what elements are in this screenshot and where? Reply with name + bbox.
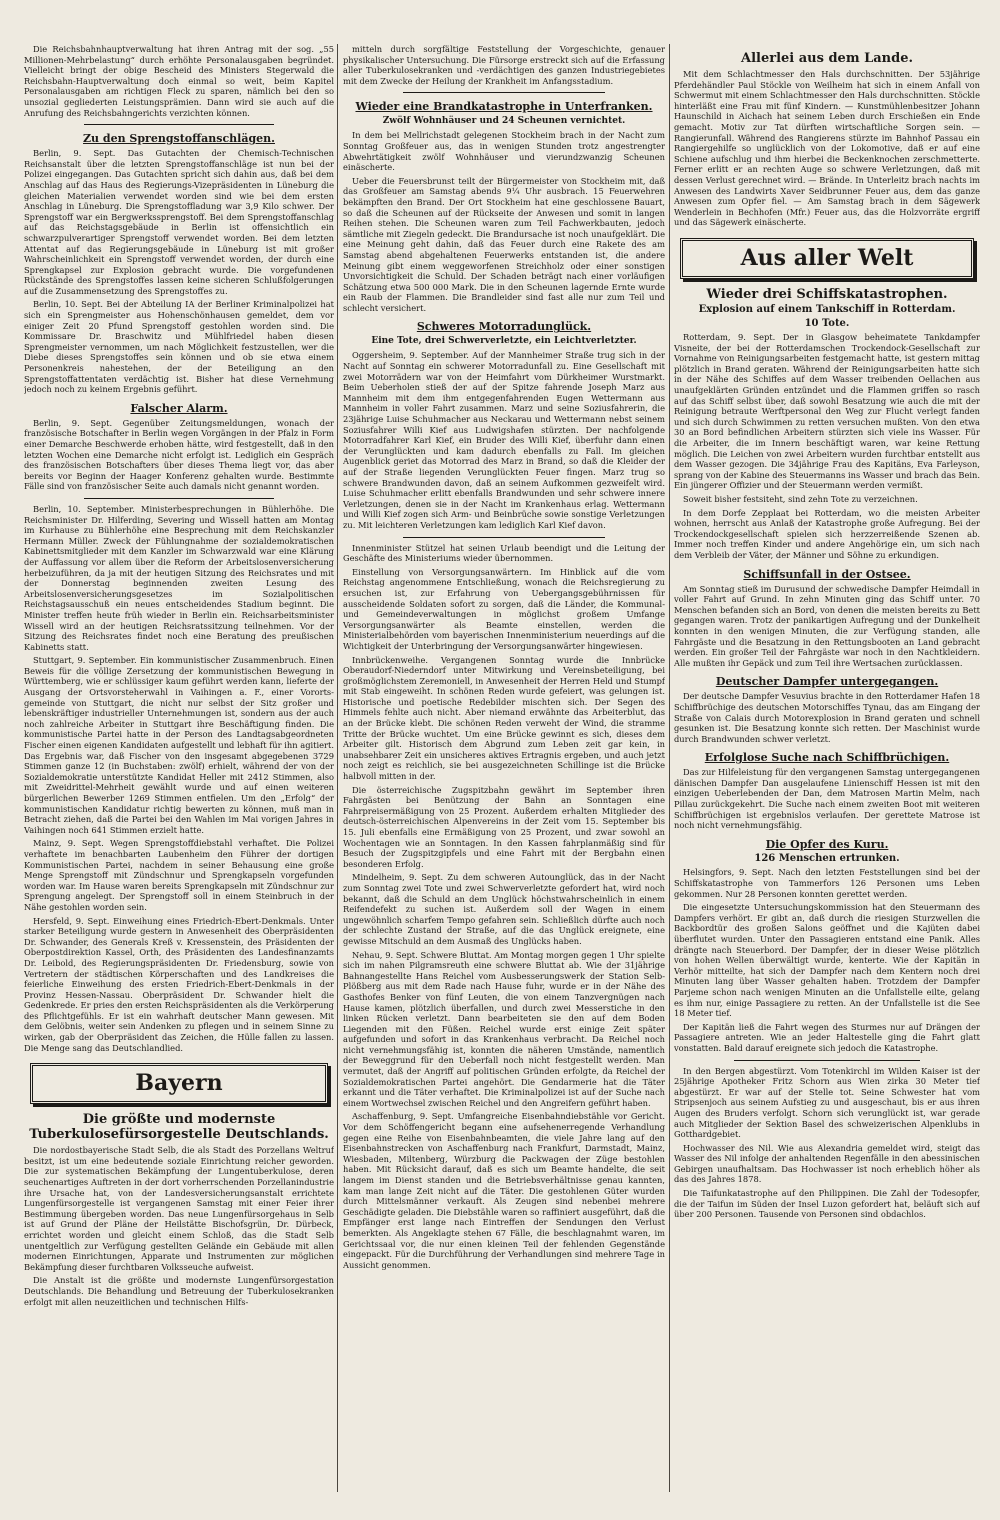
article-paragraph: Ueber die Feuersbrunst teilt der Bürgermeister von Stockheim mit, daß das Großfeuer am Samstag abends 9¼ Uhr ausbrach. 15 Feuerwehren bekämpften den Brand. Der Ort Stockheim hat eine geschlossene Bauart, so daß die Scheunen auf der Rückseite der Anwesen und somit in langen Reihen stehen. Die Scheunen waren zum Teil Fachwerkbauten, jedoch sämtliche mit Ziegeln gedeckt. Die Brandursache ist noch unaufgeklärt. Die eine Meinung geht dahin, daß das Feuer durch eine Rakete des am Samstag abend abgehaltenen Feuerwerks entstanden ist, die andere Meinung gibt einem weggeworfenen Streichholz oder einer sonstigen Unvorsichtigkeit die Schuld. Der Schaden beträgt nach einer vorläufigen Schätzung etwa 500 000 Mark. Die in den Scheunen lagernde Ernte wurde ein Raub der Flammen. Die Brandleider sind fast alle nur zum Teil und schlecht versichert. [343,175,665,313]
article-paragraph: Oggersheim, 9. September. Auf der Mannheimer Straße trug sich in der Nacht auf Sonntag ein schwerer Motorradunfall zu. Eine Gesellschaft mit zwei Motorrädern war von der Heimfahrt vom Dürkheimer Wurstmarkt. Beim Ueberholen stieß der auf der Spitze fahrende Joseph Marz aus Mannheim mit dem ihm entgegenfahrenden Eugen Wettermann aus Mannheim in voller Fahrt zusammen. Marz und seine Soziusfahrerin, die 23jährige Luise Schuhmacher aus Neckarau und Wettermann nebst seinem Soziusfahrer Willi Kief aus Ludwigshafen stürzten. Der nachfolgende Motorradfahrer Karl Kief, ein Bruder des Willi Kief, überfuhr dann einen der Verunglückten und kam dadurch ebenfalls zu Fall. Im gleichen Augenblick geriet das Motorrad des Marz in Brand, so daß die Kleider der auf der Straße liegenden Verunglückten Feuer fingen. Marz trug so schwere Brandwunden davon, daß an seinem Aufkommen gezweifelt wird. Luise Schuhmacher erlitt ebenfalls Brandwunden und sehr schwere innere Verletzungen, denen sie in der Nacht im Krankenhaus erlag. Wettermann und Willi Kief zogen sich Arm- und Beinbrüche sowie sonstige Verletzungen zu. Mit leichteren Verletzungen kam lediglich Karl Kief davon. [343,350,665,530]
headline: Wieder drei Schiffskatastrophen. [706,286,948,302]
headline: Erfolglose Suche nach Schiffbrüchigen. [704,751,950,765]
article-paragraph: Hochwasser des Nil. Wie aus Alexandria gemeldet wird, steigt das Wasser des Nil infolge der anhaltenden Regenfälle in den abessinischen Gebirgen unaufhaltsam. Das Hochwasser ist noch erheblich höher als das des Jahres 1878. [674,1142,980,1185]
article-paragraph: In dem bei Mellrichstadt gelegenen Stockheim brach in der Nacht zum Sonntag Großfeuer aus, das in wenigen Stunden trotz angestrengter Abwehrtätigkeit zwölf Wohnhäuser und vierundzwanzig Scheunen einäscherte. [343,130,665,173]
headline: Wieder eine Brandkatastrophe in Unterfranken. [355,100,653,114]
article-paragraph: Hersfeld, 9. Sept. Einweihung eines Friedrich-Ebert-Denkmals. Unter starker Beteiligung wurde gestern in Anwesenheit des Oberpräsidenten Dr. Schwander, des Generals Kreß v. Kressenstein, des Präsidenten der Oberpostdirektion Kassel, Orth, des Präsidenten des Landesfinanzamts Dr. Leibold, des Regierungspräsidenten Dr. Friedensburg, sowie von Vertretern der städtischen Körperschaften und des Landkreises die feierliche Einweihung des ersten Friedrich-Ebert-Denkmals in der Provinz Hessen-Nassau. Oberpräsident Dr. Schwander hielt die Gedenkrede. Er pries den ersten Reichspräsidenten als die Verkörperung des Pflichtgefühls. Er ist ein wahrhaft deutscher Mann gewesen. Mit dem Gelöbnis, weiter sein Andenken zu pflegen und in seinem Sinne zu wirken, gab der Oberpräsident das Zeichen, die Hülle fallen zu lassen. Die Menge sang das Deutschlandlied. [24,915,334,1053]
article-paragraph: mitteln durch sorgfältige Feststellung der Vorgeschichte, genauer physikalischer Untersuchung. Die Fürsorge erstreckt sich auf die Erfassung aller Tuberkulosekranken und -verdächtigen des ganzen Industriegebietes mit dem Zwecke der Heilung der Krankheit im Anfangsstadium. [343,44,665,86]
article-paragraph: In dem Dorfe Zepplaat bei Rotterdam, wo die meisten Arbeiter wohnen, herrscht aus Anlaß der Katastrophe große Aufregung. Bei der Trockendockgesellschaft spielen sich herzzerreißende Szenen ab. Immer noch treffen Kinder und andere Angehörige ein, um sich nach dem Verbleib der Väter, der Männer und Söhne zu erkundigen. [674,507,980,560]
subheadline: Zwölf Wohnhäuser und 24 Scheunen vernichtet. [382,116,626,127]
headline: Schweres Motorradunglück. [416,320,592,334]
article-paragraph: Berlin, 10. September. Ministerbesprechungen in Bühlerhöhe. Die Reichsminister Dr. Hilferding, Severing und Wissell hatten am Montag im Kurhause zu Bühlerhöhe eine Besprechung mit dem Reichskanzler Hermann Müller. Zweck der Fühlungnahme der sozialdemokratischen Kabinettsmitglieder mit dem Kanzler im Schwarzwald war eine Klärung der Auffassung vor allem über die Reform der Arbeitslosenversicherung herbeizuführen, da ja mit der heutigen Sitzung des Reichsrates und mit der Donnerstag beginnenden zweiten Lesung des Arbeitslosenversicherungsgesetzes im Sozialpolitischen Reichstagsausschuß ein neues entscheidendes Stadium beginnt. Die Minister treffen heute früh wieder in Berlin ein. Reichsarbeitsminister Wissell wird an der heutigen Reichsratssitzung teilnehmen. Vor der Sitzung des Reichsrates findet noch eine Beratung des preußischen Kabinetts statt. [24,503,334,652]
section-box-aus-aller-welt: Aus aller Welt [680,238,974,279]
subheadline: 10 Tote. [804,317,850,329]
subheadline: Eine Tote, drei Schwerverletzte, ein Leichtverletzter. [371,336,637,347]
article-paragraph: Mindelheim, 9. Sept. Zu dem schweren Autounglück, das in der Nacht zum Sonntag zwei Tote und zwei Schwerverletzte gefordert hat, wird noch bekannt, daß die Schuld an dem Unglück höchstwahrscheinlich in einem Reifendefekt zu suchen ist. Außerdem soll der Wagen in einem ungewöhnlich scharfem Tempo gefahren sein. Schließlich dürfte auch noch der schlechte Zustand der Straße, auf die das Unglück ereignete, eine gewisse Mitschuld an dem Ausmaß des Unglücks haben. [343,872,665,946]
column-rule [337,44,338,1492]
article-paragraph: Der deutsche Dampfer Vesuvius brachte in den Rotterdamer Hafen 18 Schiffbrüchige des deutschen Motorschiffes Tynau, das am Eingang der Straße von Calais durch Motorexplosion in Brand geraten und schnell gesunken ist. Die Besatzung konnte sich retten. Der Maschinist wurde durch Brandwunden schwer verletzt. [674,691,980,744]
headline: Zu den Sprengstoffanschlägen. [83,132,275,146]
article-paragraph: Stuttgart, 9. September. Ein kommunistischer Zusammenbruch. Einen Beweis für die völlige Zersetzung der kommunistischen Bewegung in Württemberg, wie er schlüssiger kaum geführt werden kann, lieferte der Ausgang der Ortsvorsteherwahl in Vaihingen a. F., einer Vororts-gemeinde von Stuttgart, die nicht nur selbst der Sitz großer und lebenskräftiger industrieller Unternehmungen ist, sondern aus der auch noch zahlreiche Arbeiter in Stuttgart ihre Beschäftigung finden. Die kommunistische Partei hatte in der Person des Landtagsabgeordneten Fischer einen eigenen Kandidaten aufgestellt und lebhaft für ihn agitiert. Das Ergebnis war, daß Fischer von den insgesamt abgegebenen 3729 Stimmen ganze 12 (in Buchstaben: zwölf) erhielt, während der von der Sozialdemokratie unterstützte Kandidat Heller mit 2412 Stimmen, also mit Zweidrittel-Mehrheit gewählt wurde und auf einen weiteren bürgerlichen Bewerber 1269 Stimmen entfielen. Um den „Erfolg“ der kommunistischen Kandidatur richtig bewerten zu können, muß man in Betracht ziehen, daß die Partei bei den Wahlen im Mai vorigen Jahres in Vaihingen noch 641 Stimmen erzielt hatte. [24,655,334,835]
article-paragraph: Die eingesetzte Untersuchungskommission hat den Steuermann des Dampfers verhört. Er gibt an, daß durch die riesigen Sturzwellen die Backbordtür des großen Salons geöffnet und die Kajüten dabei überflutet wurden. Unter den Passagieren entstand eine Panik. Alles drängte nach Steuerbord. Der Dampfer, der in dieser Weise plötzlich von hohen Wellen überwältigt wurde, kenterte. Wie der Kapitän in Verhör mitteilte, hat sich der Dampfer nach dem Kentern noch drei Minuten lang über Wasser gehalten haben. Trotzdem der Dampfer Parjeme schon nach wenigen Minuten an die Unfallstelle eilte, gelang es ihm nur, einige Passagiere zu retten. An der Unfallstelle ist die See 18 Meter tief. [674,902,980,1019]
article-paragraph: Berlin, 10. Sept. Bei der Abteilung IA der Berliner Kriminalpolizei hat sich ein Sprengmeister aus Hohenschönhausen gemeldet, dem vor einiger Zeit 20 Pfund Sprengstoff gestohlen worden sind. Die Kommissare Dr. Braschwitz und Mühlfriedel haben diesen Sprengmeister vernommen, um nach Möglichkeit festzustellen, wer die Diebe dieses Sprengstoffes sein können und ob sie etwa einem Personenkreis nahestehen, der der Beteiligung an den Sprengstoffattentaten verdächtig ist. Bisher hat diese Vernehmung jedoch noch zu keinem Ergebnis geführt. [24,299,334,395]
headline: Schiffsunfall in der Ostsee. [743,567,911,581]
article-paragraph: Rotterdam, 9. Sept. Der in Glasgow beheimatete Tankdampfer Visneite, der bei der Rotterdamschen Trockendock-Gesellschaft zur Vornahme von Reinigungsarbeiten festgemacht hatte, ist gestern mittag plötzlich in Brand geraten. Während der Reinigungsarbeiten hatte sich in der Nähe des Schiffes auf dem Wasser treibenden Oellachen aus unaufgeklärten Gründen entzündet und die Flammen griffen so rasch auf das Schiff selbst über, daß sowohl Besatzung wie auch die mit der Reinigung betraute Werftpersonal den Weg zur Flucht verlegt fanden und sich durch Schwimmen zu retten versuchen mußten. Von den etwa 30 an Bord befindlichen Arbeitern stürzten sich viele ins Wasser. Für die Arbeiter, die im Innern beschäftigt waren, war keine Rettung möglich. Die Leichen von zwei Arbeitern wurden furchtbar entstellt aus dem Wasser gezogen. Die 34jährige Frau des Kapitäns, Eva Farleyson, sprang von der Kabine des Steuermanns ins Wasser und brach das Bein. Ein jüngerer Offizier und der Steuermann werden vermißt. [674,332,980,491]
section-box-bayern: Bayern [30,1063,328,1104]
article-paragraph: Einstellung von Versorgungsanwärtern. Im Hinblick auf die vom Reichstag angenommene Entschließung, wonach die Reichsregierung zu ersuchen ist, zur Erfahrung von Uebergangsgebührnissen für ausscheidende Soldaten sofort zu sorgen, daß die Länder, die Kommunal- und Gemeindeverwaltungen in möglichst großem Umfange Versorgungsanwärter als Beamte einstellen, werden die Ministerialbehörden vom bayerischen Innenministerium neuerdings auf die Wichtigkeit der Unterbringung der Versorgungsanwärter hingewiesen. [343,566,665,651]
article-paragraph: In den Bergen abgestürzt. Vom Totenkirchl im Wilden Kaiser ist der 25jährige Apotheker Fritz Schorn aus Wien zirka 30 Meter tief abgestürzt. Er war auf der Stelle tot. Seine Schwester hat vom Stripsenjoch aus seinem Aufstieg zu und ausgeschaut, bis er aus ihren Augen des Bruders verfolgt. Schorn sich verunglückt ist, war gerade auch Mitglieder der Sektion Basel des schweizerischen Alpenklubs in Gotthardgebiet. [674,1065,980,1140]
article-paragraph: Nehau, 9. Sept. Schwere Bluttat. Am Montag morgen gegen 1 Uhr spielte sich im nahen Pilgramsreuth eine schwere Bluttat ab. Wie der 31jährige Bahnangestellte Hans Reichel vom Ausbesserungswerk der Station Selb-Plößberg aus mit dem Rade nach Hause fuhr, wurde er in der Nähe des Gasthofes Benker von fünf Leuten, die von einem Tanzvergnügen nach Hause kamen, plötzlich überfallen, und durch zwei Messerstiche in den linken Rücken verletzt. Dann bearbeiteten sie den auf dem Boden Liegenden mit den Füßen. Reichel wurde erst einige Zeit später aufgefunden und sofort in das Krankenhaus verbracht. Da Reichel noch nicht vernehmungsfähig ist, konnten die näheren Umstände, namentlich der Beweggrund für den Ueberfall noch nicht festgestellt werden. Man vermutet, daß der Angriff auf politischen Gründen erfolgte, da Reichel der Sozialdemokratischen Partei angehört. Die Gendarmerie hat die Täter erkannt und die Täter verhaftet. Die Kriminalpolizei ist auf der Suche nach einem Wortwechsel zwischen Reichel und den Angreifern geführt haben. [343,949,665,1108]
article-paragraph: Berlin, 9. Sept. Das Gutachten der Chemisch-Technischen Reichsanstalt über die letzten Sprengstoffanschläge ist nun bei der Polizei eingegangen. Das Gutachten spricht sich dahin aus, daß bei dem Anschlag auf das Haus des Regierungs-Vizepräsidenten in Lüneburg die gleichen Materialien verwendet worden sind wie bei dem ersten Anschlag in Lüneburg. Die Sprengstoffladung war 3,9 Kilo schwer. Der Sprengstoff war ein Bergwerkssprengstoff. Bei dem Sprengstoffanschlag auf das Reichstagsgebäude in Berlin ist offensichtlich ein schwarzpulverartiger Sprengstoff verwendet worden. Bei dem letzten Attentat auf das Regierungsgebäude in Lüneburg ist mit großer Wahrscheinlichkeit ein Sprengstoff verwendet worden, der durch eine Sprengkapsel zur Explosion gebracht wurde. Die vorgefundenen Rückstände des Sprengstoffes lassen keine sicheren Schlußfolgerungen auf die Zusammensetzung des Sprengstoffes zu. [24,148,334,296]
article-paragraph: Helsingfors, 9. Sept. Nach den letzten Feststellungen sind bei der Schiffskatastrophe von Tammerfors 126 Personen ums Leben gekommen. Nur 28 Personen konnten gerettet werden. [674,867,980,899]
article-paragraph: Die Anstalt ist die größte und modernste Lungenfürsorgestation Deutschlands. Die Behandlung und Betreuung der Tuberkulosekranken erfolgt mit allen neuzeitlichen und technischen Hilfs- [24,1275,334,1307]
subheadline: Explosion auf einem Tankschiff in Rotterdam. [698,303,956,315]
divider [403,537,605,538]
article-paragraph: Soweit bisher festsiteht, sind zehn Tote zu verzeichnen. [683,494,918,504]
article-paragraph: Der Kapitän ließ die Fahrt wegen des Sturmes nur auf Drängen der Passagiere antreten. Wie an jeder Haltestelle ging die Fahrt glatt vonstatten. Bald darauf ereignete sich jedoch die Katastrophe. [674,1021,980,1053]
column-left [24,44,334,1492]
article-paragraph: Mit dem Schlachtmesser den Hals durchschnitten. Der 53jährige Pferdehändler Paul Stöckle von Weilheim hat sich in einem Anfall von Schwermut mit einem Schlachtmesser den Hals durchschnitten. Stöckle hinterläßt eine Frau mit fünf Kindern. — Kunstmühlenbesitzer Johann Haunschild in Aichach hat seinem Leben durch Erschießen ein Ende gemacht. Motiv zur Tat dürften wirtschaftliche Sorgen sein. — Rangierunfall. Während des Rangierens stürzte im Bahnhof Passau ein Rangiergehilfe so unglücklich von der Lokomotive, daß er auf eine Schiene aufschlug und ihm hierbei die Beckenknochen zerschmetterte. Ferner erlitt er an rechten Auge so schwere Verletzungen, daß mit dessen Verlust gerechnet wird. — Brände. In Unterleitz brach nachts im Anwesen des Landwirts Xaver Seidbrunner Feuer aus, dem das ganze Anwesen zum Opfer fiel. — Am Samstag brach in dem Sägewerk Wenderlein in Bechhofen (Mfr.) Feuer aus, das die Holzvorräte ergriff und das Sägewerk einäscherte. [674,69,980,228]
article-paragraph: Die Reichsbahnhauptverwaltung hat ihren Antrag mit der sog. „55 Millionen-Mehrbelastung“ durch erhöhte Personalausgaben begründet. Vielleicht bringt der obige Bescheid des Ministers Stegerwald die Reichsbahn-Hauptverwaltung doch einmal so weit, beim Kapitel Personalausgaben am richtigen Fleck zu sparen, nämlich bei den so unsozial gegliederten Leistungsprämien. Dann wird sie auch auf die Anrufung des Reichsbahngerichts verzichten können. [24,44,334,118]
column-right [674,44,980,1492]
article-paragraph: Die Taifunkatastrophe auf den Philippinen. Die Zahl der Todesopfer, die der Taifun im Süden der Insel Luzon gefordert hat, beläuft sich auf über 200 Personen. Tausende von Personen sind obdachlos. [674,1188,980,1220]
headline: Allerlei aus dem Lande. [740,51,914,66]
article-paragraph: Innenminister Stützel hat seinen Urlaub beendigt und die Leitung der Geschäfte des Ministeriums wieder übernommen. [343,542,665,564]
article-paragraph: Innbrückenweihe. Vergangenen Sonntag wurde die Innbrücke Oberaudorf-Niederndorf unter Mitwirkung und Vereinsbeteiligung, bei großmöglichstem Zeremoniell, in Anwesenheit der Herren Held und Stumpf mit Stab eingeweiht. In schönen Reden wurde gefeiert, was gelungen ist. Historische und poetische Redebilder mischten sich. Der Segen des Himmels fehlte auch nicht. Aber niemand erwähnte das Arbeiterblut, das an der Brücke klebt. Die schönen Reden verweht der Wind, die stramme Tritte der Brücke wuchtet. Um eine Brücke gewinnt es sich, dieses dem Arbeiter gilt. Historisch dem Abgrund zum Leben zeit gar kein, in unabsehbarer Zeit ein unsicheres aktives Ertragnis ergeben, und auch jetzt noch zeigt es reichlich, sie bei ausgezeichneten Schillinge ist die Brücke halbvoll mitten in der. [343,654,665,782]
article-paragraph: Mainz, 9. Sept. Wegen Sprengstoffdiebstahl verhaftet. Die Polizei verhaftete im benachbarten Laubenheim den Führer der dortigen Kommunistischen Partei, nachdem in seiner Behausung eine große Menge Sprengstoff mit Zündschnur und Sprengkapseln vorgefunden worden war. Im Hause waren bereits Sprengkapseln mit Zündschnur zur Sprengung angelegt. Der Sprengstoff soll in einem Steinbruch in der Nähe gestohlen worden sein. [24,838,334,912]
headline: Falscher Alarm. [130,401,228,415]
subheadline: 126 Menschen ertrunken. [754,852,900,864]
divider [84,498,274,499]
article-paragraph: Am Sonntag stieß im Durusund der schwedische Dampfer Heimdall in voller Fahrt auf Grund. In zehn Minuten ging das Schiff unter. 70 Menschen befanden sich an Bord, von denen die meisten bereits zu Bett gegangen waren. Trotz der panikartigen Aufregung und der Dunkelheit konnten in den wenigen Minuten, die zur Verfügung standen, alle Fahrgäste und die Besatzung in den Rettungsbooten an Land gebracht werden. Ein großer Teil der Fahrgäste war noch in den Nachtkleidern. Alle mußten ihr Gepäck und zum Teil ihre Wertsachen zurücklassen. [674,583,980,668]
column-middle [343,44,665,1492]
article-paragraph: Das zur Hilfeleistung für den vergangenen Samstag untergegangenen dänischen Dampfer Dan ausgelaufene Linienschiff Hessen ist mit den einzigen Ueberlebenden der Dan, dem Matrosen Martin Melm, nach Pillau zurückgekehrt. Die Suche nach einem zweiten Boot mit weiteren Schiffbrüchigen ist ergebnislos verlaufen. Der gerettete Matrose ist noch nicht vernehmungsfähig. [674,767,980,831]
article-paragraph: Die nordostbayerische Stadt Selb, die als Stadt des Porzellans Weltruf besitzt, ist um eine bedeutende soziale Einrichtung reicher geworden. Die zur systematischen Bekämpfung der Lungentuberkulose, deren seuchenartiges Auftreten in der dort vorherrschenden Porzellanindustrie ihre Ursache hat, von der Landesversicherungsanstalt errichtete Lungenfürsorgestelle ist vergangenen Samstag mit einer Feier ihrer Bestimmung übergeben worden. Das neue Lungenfürsorgehaus in Selb ist auf Grund der Pläne der Heilstätte Bischofsgrün, Dr. Dürbeck, errichtet worden und gleicht einem Schloß, das die Stadt Selb unentgeltlich zur Verfügung gestellten Gelände ein Gebäude mit allen modernen Einrichtungen, Apparate und Instrumenten zur möglichen Bekämpfung dieser furchtbaren Volksseuche aufweist. [24,1145,334,1272]
headline: Die größte und modernste Tuberkulosefürsorgestelle Deutschlands. [29,1112,329,1143]
divider [84,124,274,125]
headline: Deutscher Dampfer untergegangen. [715,675,939,689]
divider [734,1060,920,1061]
divider [403,92,605,93]
article-paragraph: Aschaffenburg, 9. Sept. Umfangreiche Eisenbahndiebstähle vor Gericht. Vor dem Schöffengericht begann eine aufsehenerregende Verhandlung gegen eine Reihe von Eisenbahnbeamten, die viele Jahre lang auf den Eisenbahnstrecken von Aschaffenburg nach Frankfurt, Darmstadt, Mainz, Wiesbaden, Miltenberg, Würzburg die Packwagen der Züge bestohlen haben. Mit Rücksicht darauf, daß es sich um Beamte handelte, die seit langem im Dienst standen und die Betriebsverhältnisse genau kannten, kam man lange Zeit nicht auf die Täter. Die gestohlenen Güter wurden durch Mittelsmänner verkauft. Als Zeugen sind nebenbei mehrere Geschädigte geladen. Die Diebstähle waren so raffiniert ausgeführt, daß die Empfänger erst lange nach Eintreffen der Sendungen den Verlust bemerkten. Als Angeklagte stehen 67 Fälle, die beschlagnahmt waren, im Gerichtssaal vor, die nur einen kleinen Teil der fehlenden Gegenstände eingepackt. Für die Durchführung der Verhandlungen sind mehrere Tage in Aussicht genommen. [343,1111,665,1270]
headline: Die Opfer des Kuru. [765,837,889,851]
article-paragraph: Berlin, 9. Sept. Gegenüber Zeitungsmeldungen, wonach der französische Botschafter in Berlin wegen Vorgängen in der Pfalz in Form einer Demarche Beschwerde erhoben hätte, wird festgestellt, daß in den letzten Wochen eine Demarche nicht erfolgt ist. Lediglich ein Gespräch des französischen Botschafters über dieses Thema liegt vor, das aber bereits vor Beginn der Haager Konferenz gehalten wurde. Bestimmte Fälle sind von französischer Seite auch damals nicht genannt worden. [24,417,334,492]
article-paragraph: Die österreichische Zugspitzbahn gewährt im September ihren Fahrgästen bei Benützung der Bahn an Sonntagen eine Fahrpreisermäßigung von 25 Prozent. Außerdem erhalten Mitglieder des deutsch-österreichischen Alpenvereins in der Zeit vom 15. September bis 15. Juli ebenfalls eine Ermäßigung von 25 Prozent, und zwar sowohl an Wochentagen wie an Sonntagen. In den Kassen fahrplanmäßig sind für Besuch der Zugspitzgipfels und eine Fahrt mit der Bergbahn einen besonderen Erfolg. [343,784,665,869]
column-rule [669,44,670,1492]
